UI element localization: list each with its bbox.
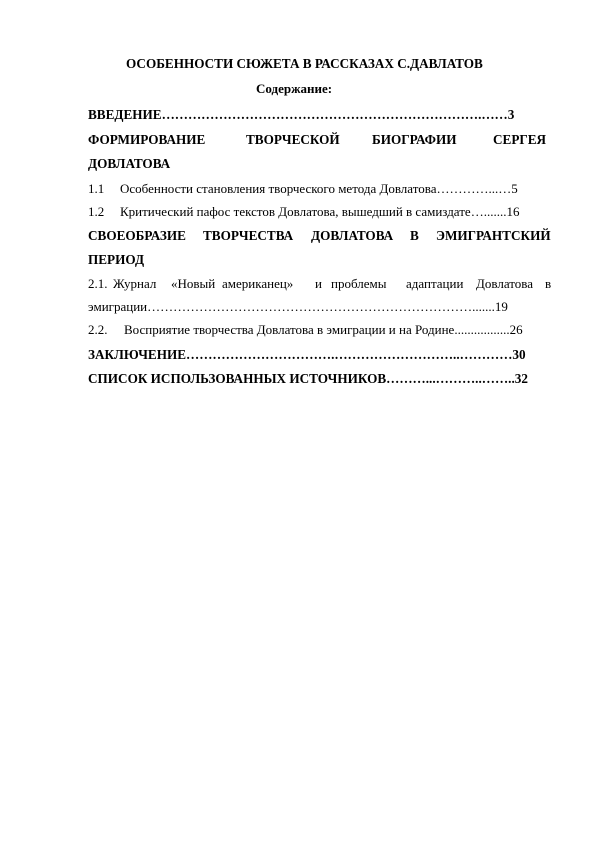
- toc-section-number: 1.2: [88, 204, 105, 219]
- toc-heading: Содержание:: [256, 81, 333, 96]
- toc-section-2-1-word: 2.1.: [88, 276, 108, 291]
- toc-chapter2-word: СВОЕОБРАЗИЕ: [88, 228, 186, 243]
- toc-entry-sources[interactable]: СПИСОК ИСПОЛЬЗОВАННЫХ ИСТОЧНИКОВ………...………..……..32: [88, 371, 528, 386]
- toc-section-2-1-word: проблемы: [331, 276, 387, 291]
- toc-entry-section-2-2[interactable]: Восприятие творчества Довлатова в эмиграции и на Родине.................26: [124, 322, 523, 337]
- document-title: ОСОБЕННОСТИ СЮЖЕТА В РАССКАЗАХ С.ДАВЛАТОВ: [126, 56, 483, 71]
- toc-section-number: 2.2.: [88, 322, 108, 337]
- toc-chapter1-word: БИОГРАФИИ: [372, 132, 457, 147]
- toc-section-number: 1.1: [88, 181, 105, 196]
- toc-chapter1-word: ТВОРЧЕСКОЙ: [246, 132, 340, 147]
- toc-chapter1-word: ФОРМИРОВАНИЕ: [88, 132, 206, 147]
- toc-section-2-1-word: американец»: [222, 276, 294, 291]
- toc-section-2-1-word: и: [315, 276, 322, 291]
- toc-chapter1-line2: ДОВЛАТОВА: [88, 156, 171, 171]
- toc-entry-introduction[interactable]: ВВЕДЕНИЕ……………………………………………………………….……3: [88, 107, 515, 122]
- toc-entry-section-1-2[interactable]: Критический пафос текстов Довлатова, вышедший в самиздате….......16: [120, 204, 520, 219]
- toc-chapter2-word: ТВОРЧЕСТВА: [203, 228, 294, 243]
- toc-section-2-1-word: адаптации: [406, 276, 464, 291]
- toc-section-2-1-word: Довлатова: [476, 276, 534, 291]
- toc-chapter2-line2: ПЕРИОД: [88, 252, 145, 267]
- toc-section-2-1-word: в: [545, 276, 552, 291]
- toc-section-2-1-word: «Новый: [171, 276, 216, 291]
- toc-section-2-1-word: Журнал: [113, 276, 157, 291]
- toc-entry-section-1-1[interactable]: Особенности становления творческого метода Довлатова…………...…5: [120, 181, 518, 196]
- toc-entry-section-2-1[interactable]: эмиграции………………………………………………………………….......19: [88, 299, 508, 314]
- toc-chapter2-word: ЭМИГРАНТСКИЙ: [436, 228, 551, 243]
- toc-chapter2-word: В: [410, 228, 419, 243]
- toc-entry-conclusion[interactable]: ЗАКЛЮЧЕНИЕ…………………………….………………………..…………30: [88, 347, 526, 362]
- toc-chapter2-word: ДОВЛАТОВА: [311, 228, 394, 243]
- toc-chapter1-word: СЕРГЕЯ: [493, 132, 547, 147]
